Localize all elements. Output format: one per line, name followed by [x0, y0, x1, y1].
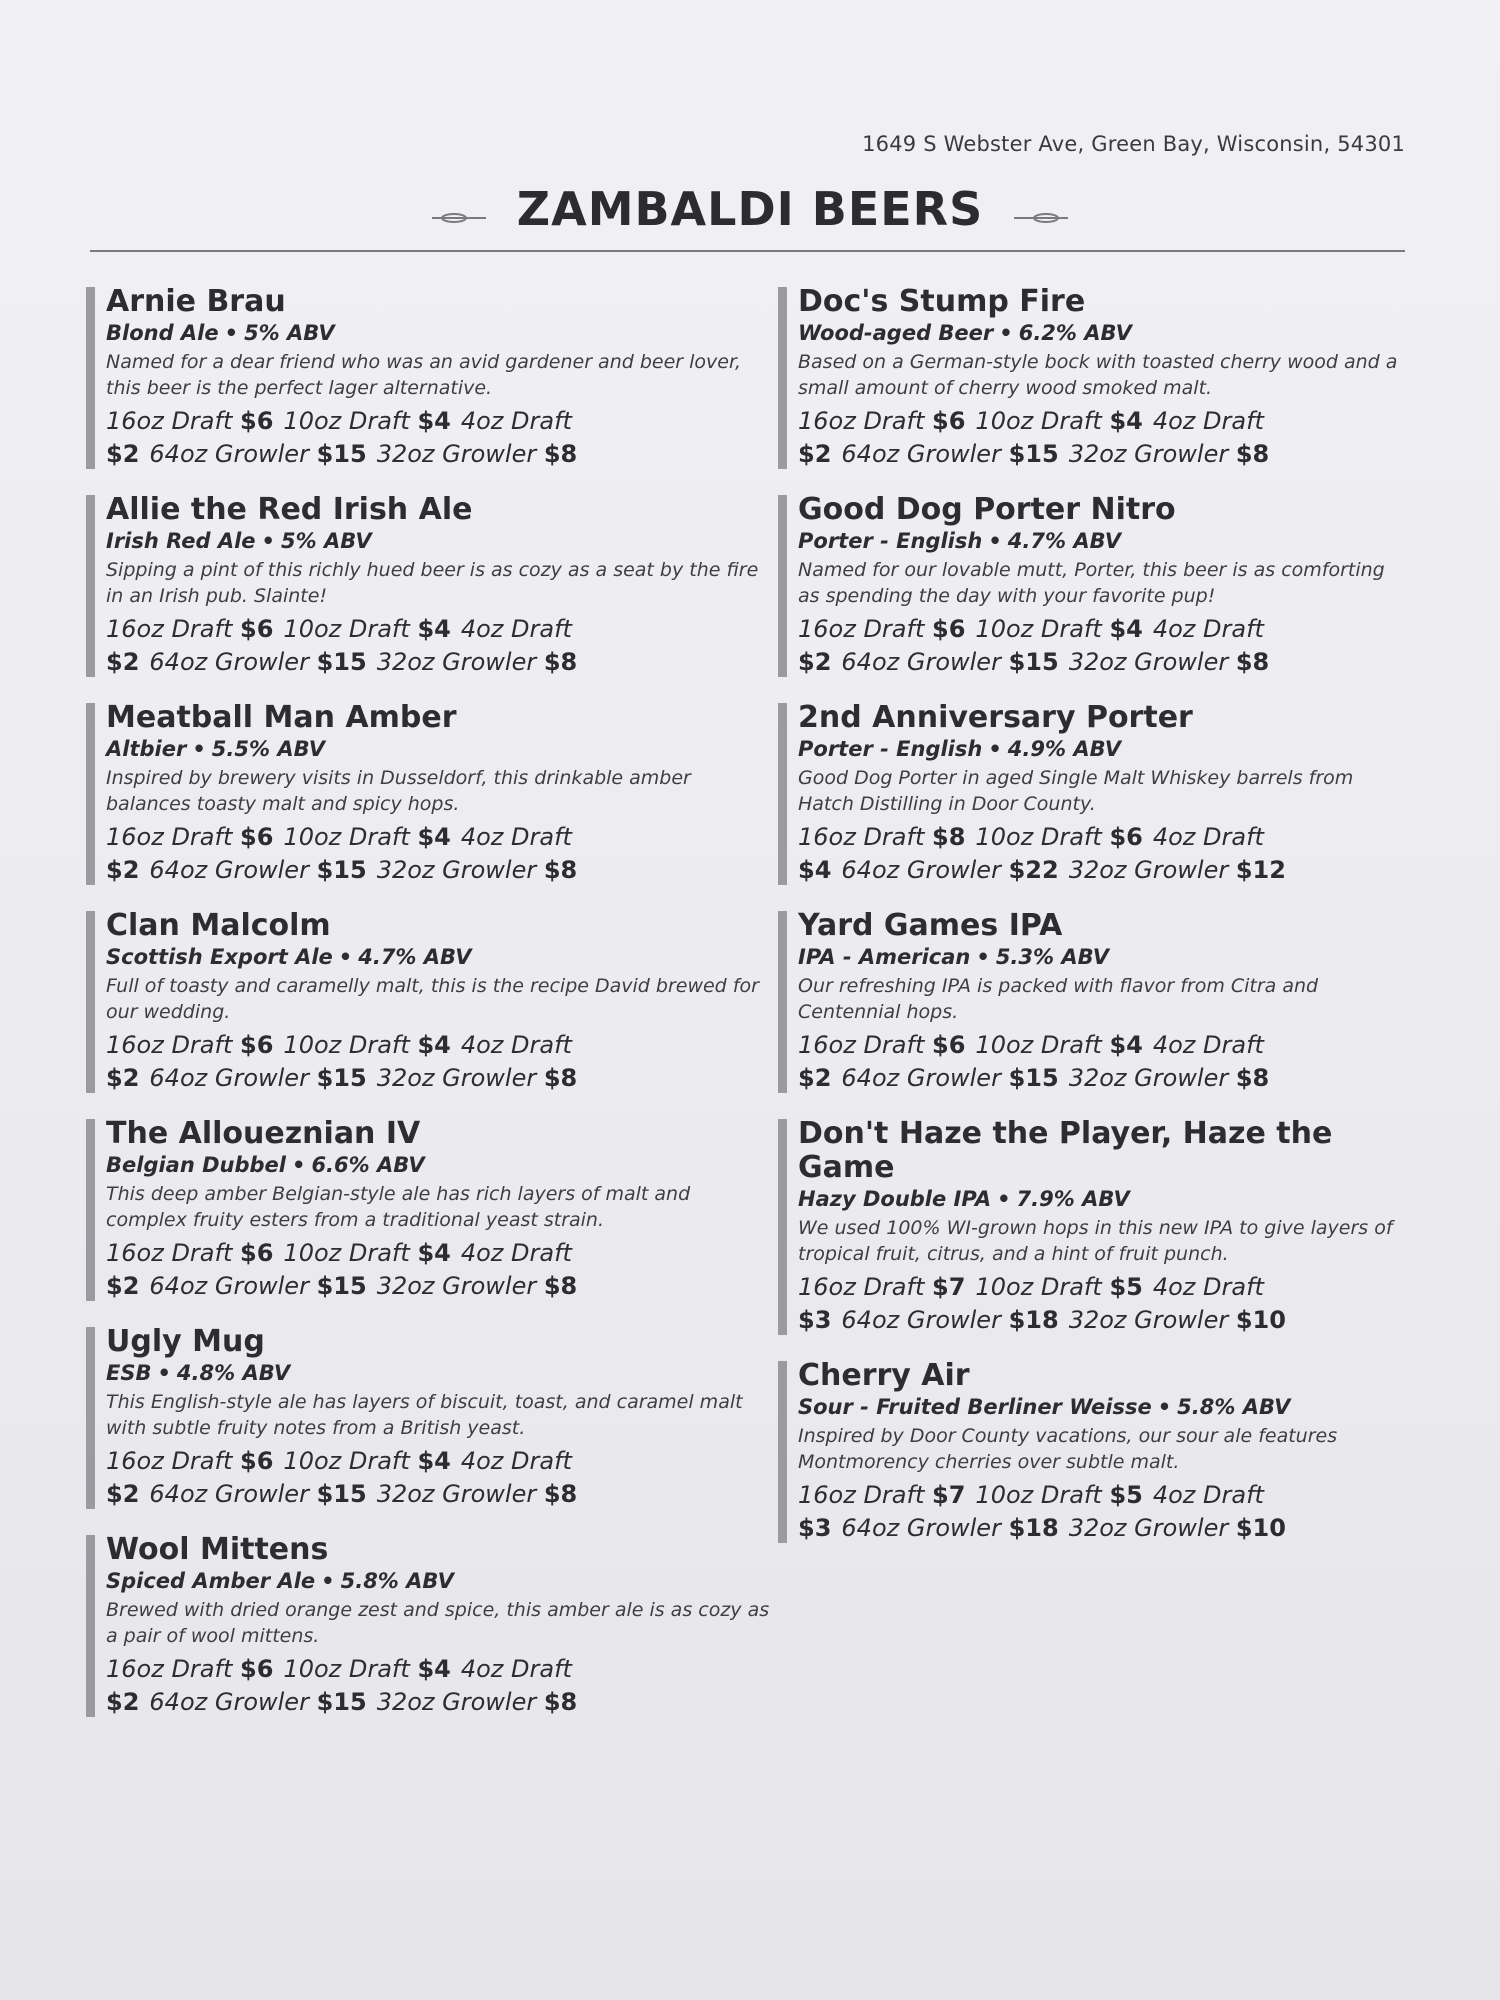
- price-4oz-draft: $2: [106, 648, 140, 676]
- label-16oz-draft: 16oz Draft: [798, 615, 925, 643]
- price-4oz-draft: $2: [106, 1272, 140, 1300]
- price-10oz-draft: $4: [1109, 1031, 1143, 1059]
- beer-name: Doc's Stump Fire: [798, 284, 1086, 319]
- label-4oz-draft: 4oz Draft: [1152, 615, 1264, 643]
- beer-description: Inspired by brewery visits in Dusseldorf, this drinkable amber balances toasty malt and spicy hops.: [106, 767, 691, 815]
- label-4oz-draft: 4oz Draft: [460, 615, 572, 643]
- price-16oz-draft: $6: [932, 1031, 966, 1059]
- beer-name: Allie the Red Irish Ale: [106, 492, 473, 527]
- price-10oz-draft: $4: [1109, 615, 1143, 643]
- label-10oz-draft: 10oz Draft: [283, 1239, 410, 1267]
- label-10oz-draft: 10oz Draft: [975, 1481, 1102, 1509]
- price-16oz-draft: $7: [932, 1273, 966, 1301]
- bullet: •: [292, 1153, 306, 1177]
- price-64oz-growler: $15: [316, 856, 367, 884]
- bullet: •: [997, 1187, 1011, 1211]
- price-4oz-draft: $2: [798, 440, 832, 468]
- label-4oz-draft: 4oz Draft: [1152, 407, 1264, 435]
- price-10oz-draft: $4: [417, 1655, 451, 1683]
- price-4oz-draft: $2: [106, 1688, 140, 1716]
- beer-style: Porter - English: [798, 737, 983, 761]
- beer-prices: [106, 1445, 770, 1511]
- label-10oz-draft: 10oz Draft: [283, 1655, 410, 1683]
- price-16oz-draft: $6: [240, 407, 274, 435]
- beer-style: Wood-aged Beer: [798, 321, 994, 345]
- label-4oz-draft: 4oz Draft: [460, 1239, 572, 1267]
- label-16oz-draft: 16oz Draft: [106, 1031, 233, 1059]
- price-10oz-draft: $5: [1109, 1481, 1143, 1509]
- price-4oz-draft: $2: [106, 1064, 140, 1092]
- beer-entry: [80, 701, 770, 887]
- beer-name: 2nd Anniversary Porter: [798, 700, 1193, 735]
- price-32oz-growler: $8: [543, 440, 578, 468]
- price-16oz-draft: $6: [240, 823, 274, 851]
- beer-prices: [106, 613, 770, 679]
- beer-prices: [798, 405, 1412, 471]
- bullet: •: [338, 945, 353, 969]
- beer-name: Yard Games IPA: [798, 908, 1063, 943]
- bullet: •: [988, 737, 1002, 761]
- price-32oz-growler: $8: [543, 1688, 578, 1716]
- beer-style: Sour - Fruited Berliner Weisse: [798, 1395, 1152, 1419]
- label-32oz-growler: 32oz Growler: [1068, 1306, 1229, 1334]
- price-64oz-growler: $15: [316, 1064, 367, 1092]
- beer-prices: [106, 821, 770, 887]
- beer-name: Meatball Man Amber: [106, 700, 457, 735]
- beer-description: Named for our lovable mutt, Porter, this beer is as comforting as spending the day with your favorite pup!: [798, 559, 1385, 607]
- beer-style: ESB: [106, 1361, 152, 1385]
- beer-entry: [80, 285, 770, 471]
- price-4oz-draft: $2: [106, 856, 140, 884]
- label-16oz-draft: 16oz Draft: [106, 1447, 233, 1475]
- price-32oz-growler: $10: [1235, 1306, 1286, 1334]
- beer-abv: 5.3% ABV: [995, 945, 1110, 969]
- price-32oz-growler: $8: [1235, 648, 1270, 676]
- price-64oz-growler: $15: [316, 1688, 367, 1716]
- label-10oz-draft: 10oz Draft: [283, 823, 410, 851]
- beer-abv: 5% ABV: [244, 321, 335, 345]
- price-4oz-draft: $4: [798, 856, 832, 884]
- price-4oz-draft: $2: [106, 1480, 140, 1508]
- title-divider: [90, 250, 1405, 252]
- label-64oz-growler: 64oz Growler: [149, 1688, 309, 1716]
- beer-style: Altbier: [106, 737, 187, 761]
- beer-style-line: [106, 1567, 770, 1595]
- label-32oz-growler: 32oz Growler: [1068, 856, 1229, 884]
- beer-entry: [772, 701, 1412, 887]
- label-32oz-growler: 32oz Growler: [376, 648, 537, 676]
- beer-name: The Alloueznian IV: [106, 1116, 421, 1151]
- label-4oz-draft: 4oz Draft: [460, 823, 572, 851]
- price-10oz-draft: $4: [417, 407, 451, 435]
- bullet: •: [261, 529, 275, 553]
- beer-prices: [106, 1029, 770, 1095]
- price-16oz-draft: $7: [932, 1481, 966, 1509]
- beer-entry: [772, 1359, 1412, 1545]
- label-16oz-draft: 16oz Draft: [798, 407, 925, 435]
- beer-name: Wool Mittens: [106, 1532, 329, 1567]
- label-64oz-growler: 64oz Growler: [841, 440, 1001, 468]
- beer-prices: [106, 1237, 770, 1303]
- price-10oz-draft: $4: [417, 1239, 451, 1267]
- brewery-address: 1649 S Webster Ave, Green Bay, Wisconsin, 54301: [862, 132, 1405, 156]
- label-10oz-draft: 10oz Draft: [283, 615, 410, 643]
- beer-name: Good Dog Porter Nitro: [798, 492, 1176, 527]
- price-16oz-draft: $6: [240, 615, 274, 643]
- beer-style: Spiced Amber Ale: [106, 1569, 316, 1593]
- price-10oz-draft: $4: [417, 1447, 451, 1475]
- beer-style: Belgian Dubbel: [106, 1153, 286, 1177]
- bullet: •: [192, 737, 206, 761]
- title-row: [0, 182, 1500, 236]
- label-16oz-draft: 16oz Draft: [106, 615, 233, 643]
- beer-abv: 5.8% ABV: [340, 1569, 454, 1593]
- beer-style-line: [106, 735, 770, 763]
- label-32oz-growler: 32oz Growler: [376, 1688, 537, 1716]
- price-64oz-growler: $18: [1008, 1514, 1059, 1542]
- price-32oz-growler: $8: [543, 1272, 578, 1300]
- price-16oz-draft: $6: [240, 1447, 274, 1475]
- price-4oz-draft: $3: [798, 1514, 832, 1542]
- beer-style-line: [798, 943, 1412, 971]
- beer-abv: 4.7% ABV: [358, 945, 472, 969]
- bullet: •: [224, 321, 239, 345]
- label-64oz-growler: 64oz Growler: [841, 648, 1001, 676]
- label-10oz-draft: 10oz Draft: [975, 615, 1102, 643]
- price-64oz-growler: $15: [316, 440, 367, 468]
- beer-abv: 6.2% ABV: [1018, 321, 1132, 345]
- label-10oz-draft: 10oz Draft: [975, 407, 1102, 435]
- price-4oz-draft: $2: [798, 1064, 832, 1092]
- label-4oz-draft: 4oz Draft: [1152, 1273, 1264, 1301]
- label-10oz-draft: 10oz Draft: [975, 823, 1102, 851]
- beer-style-line: [798, 1185, 1412, 1213]
- price-32oz-growler: $8: [543, 1480, 578, 1508]
- price-32oz-growler: $8: [1235, 1064, 1270, 1092]
- beer-entry: [772, 909, 1412, 1095]
- beer-entry: [80, 909, 770, 1095]
- label-32oz-growler: 32oz Growler: [376, 1064, 537, 1092]
- beer-abv: 5.5% ABV: [211, 737, 325, 761]
- beer-name: Clan Malcolm: [106, 908, 331, 943]
- price-64oz-growler: $18: [1008, 1306, 1059, 1334]
- beer-style: Blond Ale: [106, 321, 219, 345]
- label-32oz-growler: 32oz Growler: [1068, 648, 1229, 676]
- bullet: •: [988, 529, 1002, 553]
- beer-prices: [798, 821, 1412, 887]
- price-32oz-growler: $8: [543, 1064, 578, 1092]
- label-32oz-growler: 32oz Growler: [1068, 1514, 1229, 1542]
- label-4oz-draft: 4oz Draft: [460, 1447, 572, 1475]
- label-4oz-draft: 4oz Draft: [1152, 1031, 1264, 1059]
- label-64oz-growler: 64oz Growler: [149, 856, 309, 884]
- beer-style-line: [106, 1151, 770, 1179]
- wheat-icon: [432, 209, 486, 221]
- bullet: •: [976, 945, 990, 969]
- beer-name: Ugly Mug: [106, 1324, 265, 1359]
- label-64oz-growler: 64oz Growler: [149, 648, 309, 676]
- beer-style: Irish Red Ale: [106, 529, 256, 553]
- beer-style: Porter - English: [798, 529, 983, 553]
- beer-description: Our refreshing IPA is packed with flavor from Citra and Centennial hops.: [798, 975, 1319, 1023]
- price-16oz-draft: $6: [932, 615, 966, 643]
- beer-prices: [106, 1653, 770, 1719]
- label-32oz-growler: 32oz Growler: [1068, 440, 1229, 468]
- price-64oz-growler: $15: [1008, 648, 1059, 676]
- label-32oz-growler: 32oz Growler: [1068, 1064, 1229, 1092]
- beer-entry: [80, 1117, 770, 1303]
- label-32oz-growler: 32oz Growler: [376, 1272, 537, 1300]
- beer-abv: 7.9% ABV: [1016, 1187, 1130, 1211]
- beer-abv: 4.7% ABV: [1007, 529, 1121, 553]
- beer-name: Don't Haze the Player, Haze the Game: [798, 1116, 1333, 1185]
- price-10oz-draft: $4: [1109, 407, 1143, 435]
- beer-name: Arnie Brau: [106, 284, 286, 319]
- beer-style-line: [798, 319, 1412, 347]
- label-64oz-growler: 64oz Growler: [149, 1272, 309, 1300]
- label-16oz-draft: 16oz Draft: [798, 1481, 925, 1509]
- price-4oz-draft: $2: [798, 648, 832, 676]
- beer-style-line: [798, 527, 1412, 555]
- beer-prices: [798, 1479, 1412, 1545]
- price-10oz-draft: $5: [1109, 1273, 1143, 1301]
- price-10oz-draft: $4: [417, 1031, 451, 1059]
- label-4oz-draft: 4oz Draft: [460, 1655, 572, 1683]
- price-32oz-growler: $8: [543, 648, 578, 676]
- price-64oz-growler: $15: [316, 1272, 367, 1300]
- label-10oz-draft: 10oz Draft: [283, 1031, 410, 1059]
- price-64oz-growler: $15: [1008, 1064, 1059, 1092]
- beer-style-line: [798, 1393, 1412, 1421]
- beer-abv: 4.9% ABV: [1007, 737, 1121, 761]
- price-16oz-draft: $6: [240, 1655, 274, 1683]
- left-beer-column: [80, 285, 770, 1741]
- beer-style-line: [106, 943, 770, 971]
- beer-entry: [80, 1325, 770, 1511]
- beer-prices: [798, 613, 1412, 679]
- price-16oz-draft: $6: [240, 1031, 274, 1059]
- price-4oz-draft: $2: [106, 440, 140, 468]
- beer-style-line: [106, 319, 770, 347]
- price-32oz-growler: $12: [1235, 856, 1286, 884]
- bullet: •: [157, 1361, 171, 1385]
- label-16oz-draft: 16oz Draft: [106, 823, 233, 851]
- beer-entry: [772, 1117, 1412, 1337]
- label-4oz-draft: 4oz Draft: [460, 407, 572, 435]
- beer-style-line: [798, 735, 1412, 763]
- label-4oz-draft: 4oz Draft: [1152, 1481, 1264, 1509]
- label-16oz-draft: 16oz Draft: [798, 1031, 925, 1059]
- price-4oz-draft: $3: [798, 1306, 832, 1334]
- label-64oz-growler: 64oz Growler: [149, 1064, 309, 1092]
- beer-abv: 5.8% ABV: [1177, 1395, 1291, 1419]
- price-10oz-draft: $4: [417, 615, 451, 643]
- menu-title: ZAMBALDI BEERS: [516, 182, 984, 236]
- label-16oz-draft: 16oz Draft: [798, 823, 925, 851]
- beer-description: Full of toasty and caramelly malt, this is the recipe David brewed for our wedding.: [106, 975, 759, 1023]
- beer-description: This deep amber Belgian-style ale has rich layers of malt and complex fruity esters from a traditional yeast strain.: [106, 1183, 691, 1231]
- label-64oz-growler: 64oz Growler: [841, 856, 1001, 884]
- beer-description: This English-style ale has layers of biscuit, toast, and caramel malt with subtle fruity notes from a British yeast.: [106, 1391, 743, 1439]
- bullet: •: [1157, 1395, 1172, 1419]
- price-32oz-growler: $10: [1235, 1514, 1286, 1542]
- beer-style: Hazy Double IPA: [798, 1187, 992, 1211]
- beer-style: Scottish Export Ale: [106, 945, 333, 969]
- beer-entry: [772, 493, 1412, 679]
- label-64oz-growler: 64oz Growler: [841, 1064, 1001, 1092]
- label-64oz-growler: 64oz Growler: [149, 440, 309, 468]
- right-beer-column: [772, 285, 1412, 1567]
- label-32oz-growler: 32oz Growler: [376, 856, 537, 884]
- beer-description: Brewed with dried orange zest and spice, this amber ale is as cozy as a pair of wool mittens.: [106, 1599, 770, 1647]
- label-10oz-draft: 10oz Draft: [975, 1031, 1102, 1059]
- price-64oz-growler: $15: [316, 648, 367, 676]
- bullet: •: [321, 1569, 335, 1593]
- beer-style-line: [106, 1359, 770, 1387]
- price-64oz-growler: $22: [1008, 856, 1059, 884]
- beer-prices: [798, 1029, 1412, 1095]
- label-32oz-growler: 32oz Growler: [376, 1480, 537, 1508]
- beer-description: We used 100% WI-grown hops in this new IPA to give layers of tropical fruit, citrus, and a hint of fruit punch.: [798, 1217, 1393, 1265]
- price-16oz-draft: $6: [932, 407, 966, 435]
- beer-style-line: [106, 527, 770, 555]
- beer-name: Cherry Air: [798, 1358, 970, 1393]
- label-10oz-draft: 10oz Draft: [283, 407, 410, 435]
- beer-entry: [772, 285, 1412, 471]
- bullet: •: [999, 321, 1013, 345]
- label-64oz-growler: 64oz Growler: [841, 1306, 1001, 1334]
- price-64oz-growler: $15: [1008, 440, 1059, 468]
- beer-prices: [106, 405, 770, 471]
- label-64oz-growler: 64oz Growler: [841, 1514, 1001, 1542]
- price-10oz-draft: $4: [417, 823, 451, 851]
- price-32oz-growler: $8: [1235, 440, 1270, 468]
- label-16oz-draft: 16oz Draft: [106, 407, 233, 435]
- label-64oz-growler: 64oz Growler: [149, 1480, 309, 1508]
- label-4oz-draft: 4oz Draft: [1152, 823, 1264, 851]
- beer-prices: [798, 1271, 1412, 1337]
- price-16oz-draft: $8: [932, 823, 966, 851]
- beer-style: IPA - American: [798, 945, 971, 969]
- beer-entry: [80, 1533, 770, 1719]
- beer-description: Named for a dear friend who was an avid gardener and beer lover, this beer is the perfect lager alternative.: [106, 351, 742, 399]
- beer-description: Sipping a pint of this richly hued beer is as cozy as a seat by the fire in an Irish pub. Slainte!: [106, 559, 759, 607]
- beer-abv: 4.8% ABV: [176, 1361, 291, 1385]
- label-10oz-draft: 10oz Draft: [975, 1273, 1102, 1301]
- label-16oz-draft: 16oz Draft: [106, 1239, 233, 1267]
- wheat-icon: [1014, 209, 1068, 221]
- label-10oz-draft: 10oz Draft: [283, 1447, 410, 1475]
- beer-abv: 5% ABV: [280, 529, 372, 553]
- label-16oz-draft: 16oz Draft: [798, 1273, 925, 1301]
- label-16oz-draft: 16oz Draft: [106, 1655, 233, 1683]
- price-16oz-draft: $6: [240, 1239, 274, 1267]
- label-32oz-growler: 32oz Growler: [376, 440, 537, 468]
- beer-abv: 6.6% ABV: [311, 1153, 425, 1177]
- price-32oz-growler: $8: [543, 856, 578, 884]
- beer-entry: [80, 493, 770, 679]
- beer-description: Inspired by Door County vacations, our sour ale features Montmorency cherries over subtle malt.: [798, 1425, 1338, 1473]
- beer-description: Based on a German-style bock with toasted cherry wood and a small amount of cherry wood smoked malt.: [798, 351, 1398, 399]
- label-4oz-draft: 4oz Draft: [460, 1031, 572, 1059]
- price-10oz-draft: $6: [1109, 823, 1143, 851]
- beer-description: Good Dog Porter in aged Single Malt Whiskey barrels from Hatch Distilling in Door County.: [798, 767, 1354, 815]
- price-64oz-growler: $15: [316, 1480, 367, 1508]
